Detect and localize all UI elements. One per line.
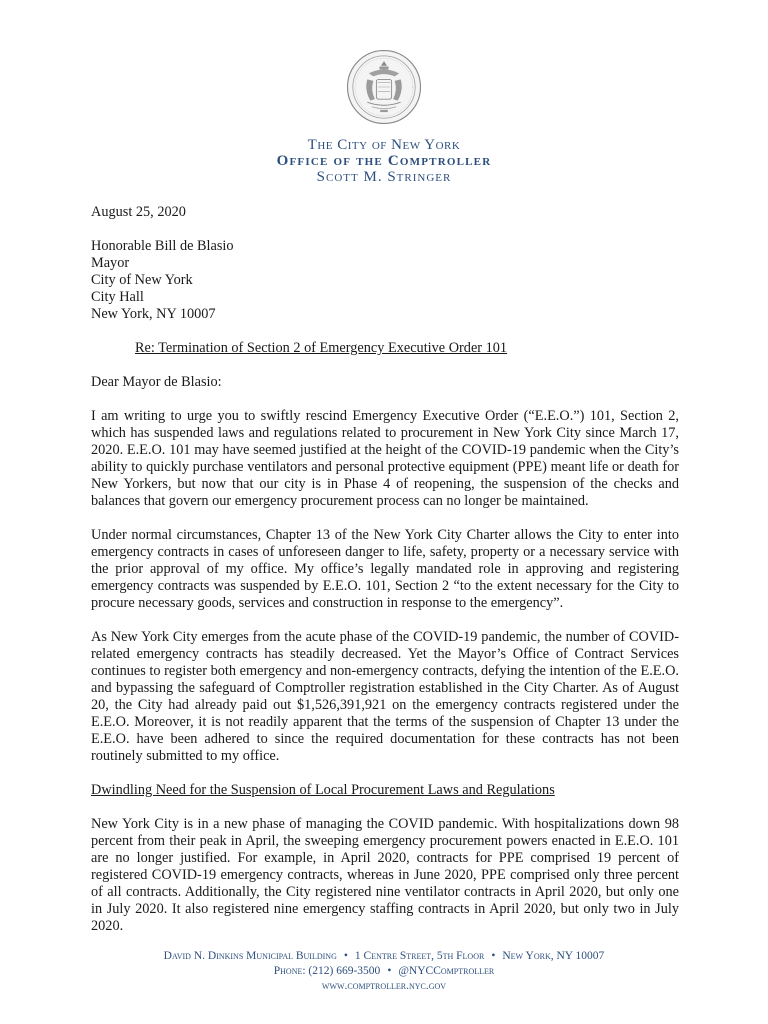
paragraph: Under normal circumstances, Chapter 13 of the New York City Charter allows the City to enter into emergency contracts in cases of unforeseen danger to life, safety, property or a necessary service with the prior approval of my office. My office’s legally mandated role in approving and registering emergency contracts was suspended by E.E.O. 101, Section 2 “to the extent necessary for the City to procure necessary goods, services and construction in response to the emergency”.	[91, 527, 679, 611]
address-line: New York, NY 10007	[91, 306, 216, 322]
address-line: Honorable Bill de Blasio	[91, 238, 234, 254]
footer-separator: •	[387, 965, 392, 977]
footer-separator: •	[491, 950, 496, 962]
letterhead	[0, 137, 768, 185]
footer-street: 1 Centre Street, 5th Floor	[354, 950, 485, 962]
section-heading	[91, 782, 679, 799]
footer-address-line	[0, 949, 768, 964]
footer-website[interactable]: www.comptroller.nyc.gov	[321, 980, 447, 992]
city-name: The City of New York	[307, 137, 461, 153]
city-seal-icon	[346, 49, 422, 125]
address-line: City Hall	[91, 289, 144, 305]
office-name: Office of the Comptroller	[276, 153, 492, 169]
footer-separator: •	[343, 950, 348, 962]
footer-twitter: @NYCComptroller	[398, 965, 495, 977]
footer-building: David N. Dinkins Municipal Building	[163, 950, 337, 962]
section-heading-text: Dwindling Need for the Suspension of Local Procurement Laws and Regulations	[91, 782, 555, 798]
salutation: Dear Mayor de Blasio:	[91, 374, 222, 390]
letter-body	[91, 204, 679, 952]
subject-text: Re: Termination of Section 2 of Emergency Executive Order 101	[135, 340, 508, 356]
subject-line	[91, 340, 679, 357]
paragraph: As New York City emerges from the acute phase of the COVID-19 pandemic, the number of COVID-related emergency contracts has steadily decreased. Yet the Mayor’s Office of Contract Services continues to register both emergency and non-emergency contracts, defying the intention of the E.E.O. and bypassing the safeguard of Comptroller registration established in the City Charter. As of August 20, the City had already paid out $1,526,391,921 on the emergency contracts registered under the E.E.O. Moreover, it is not readily apparent that the terms of the suspension of Chapter 13 under the E.E.O. have been adhered to since the required documentation for these contracts has not been routinely submitted to my office.	[91, 629, 679, 764]
footer	[0, 949, 768, 994]
address-line: City of New York	[91, 272, 193, 288]
recipient-address	[91, 238, 679, 323]
footer-contact-line	[0, 964, 768, 979]
address-line: Mayor	[91, 255, 130, 271]
paragraph: New York City is in a new phase of managing the COVID pandemic. With hospitalizations down 98 percent from their peak in April, the sweeping emergency procurement powers enacted in E.E.O. 101 are no longer justified. For example, in April 2020, contracts for PPE comprised 19 percent of registered COVID-19 emergency contracts, whereas in June 2020, PPE comprised only three percent of all contracts. Additionally, the City registered nine ventilator contracts in April 2020, but only one in July 2020. It also registered nine emergency staffing contracts in April 2020, but only two in July 2020.	[91, 816, 679, 934]
footer-city: New York, NY 10007	[502, 950, 605, 962]
letter-date: August 25, 2020	[91, 204, 186, 220]
comptroller-name: Scott M. Stringer	[316, 169, 452, 185]
footer-phone: Phone: (212) 669-3500	[273, 965, 381, 977]
paragraph: I am writing to urge you to swiftly rescind Emergency Executive Order (“E.E.O.”) 101, Section 2, which has suspended laws and regulations related to procurement in New York City since March 17, 2020. E.E.O. 101 may have seemed justified at the height of the COVID-19 pandemic when the City’s ability to quickly purchase ventilators and personal protective equipment (PPE) meant life or death for New Yorkers, but now that our city is in Phase 4 of reopening, the suspension of the checks and balances that govern our emergency procurement process can no longer be maintained.	[91, 408, 679, 509]
